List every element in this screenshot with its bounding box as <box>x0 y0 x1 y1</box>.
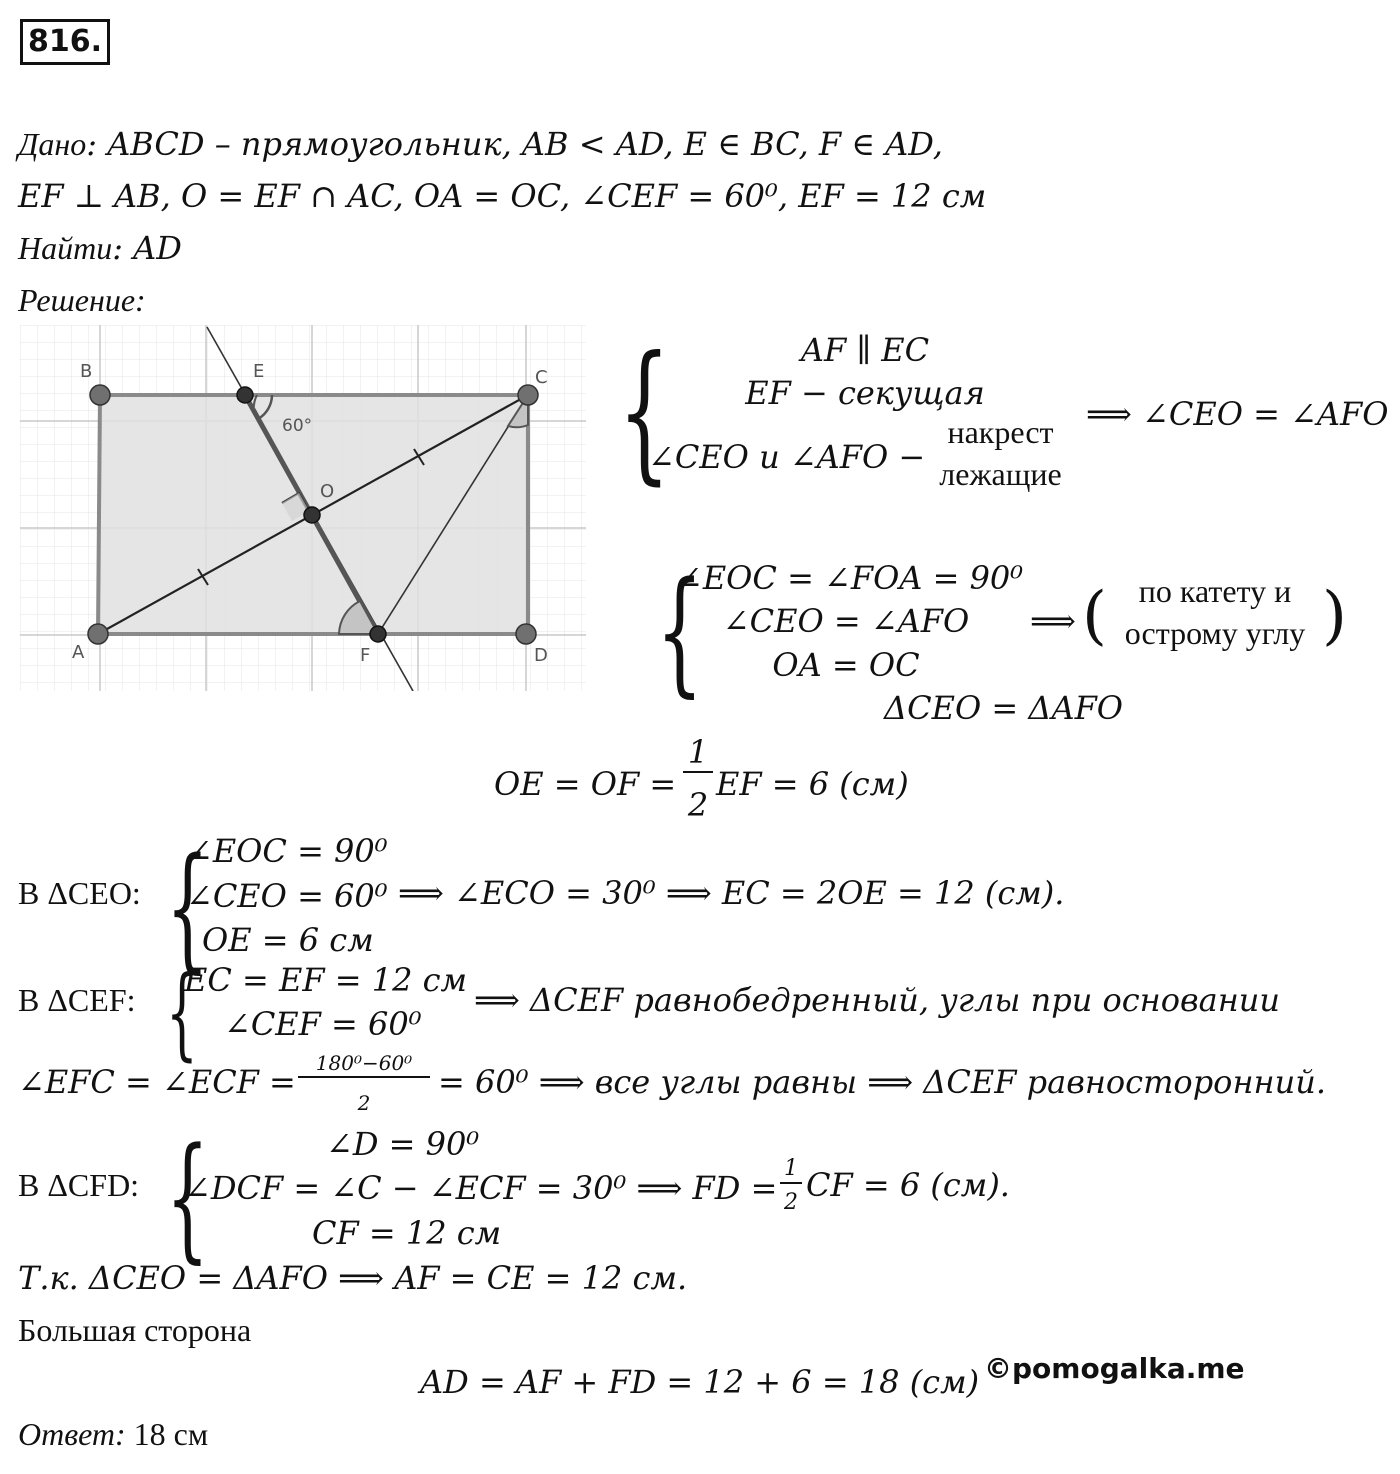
label-e: E <box>253 361 265 382</box>
point-e <box>237 387 253 403</box>
cef-line-1: EC = EF = 12 см <box>184 961 468 999</box>
system1-result: ⟹ ∠CEO = ∠AFO <box>1086 395 1389 433</box>
label-f: F <box>360 645 371 666</box>
system1-line-2 <box>650 373 1080 413</box>
tk-line <box>18 1258 687 1298</box>
answer-line <box>18 1414 208 1454</box>
system1-line-1: AF ∥ EC <box>800 331 930 369</box>
geometry-figure <box>20 325 586 691</box>
brace-system-1: { <box>618 325 671 499</box>
system2-line-1: ∠EOC = ∠FOA = 90⁰ <box>676 559 1024 597</box>
system2-reason-2: острому углу <box>1124 615 1306 651</box>
oe-frac-num: 1 <box>683 733 713 773</box>
solution-label: Решение: <box>18 282 146 318</box>
system2-reason-1: по катету и <box>1138 573 1292 609</box>
system1-line-2-text: EF − секущая <box>745 374 985 412</box>
efc-frac-num: 180⁰−60⁰ <box>298 1050 430 1078</box>
given-label: Дано <box>18 126 87 162</box>
point-d <box>516 624 536 644</box>
system2-line-3: OA = OC <box>772 646 920 684</box>
brace-ceo: { <box>166 829 209 986</box>
paren-right: ) <box>1322 579 1347 653</box>
system2-arrow: ⟹ <box>1030 602 1076 640</box>
efc-right: = 60⁰ ⟹ все углы равны ⟹ ΔCEF равносторонний. <box>438 1063 1326 1101</box>
point-o <box>304 507 320 523</box>
system1-line-3a: ∠CEO и ∠AFO − <box>648 438 926 476</box>
find-value: : AD <box>112 229 182 267</box>
point-b <box>90 385 110 405</box>
system1-line-3b: накрест <box>947 414 1054 450</box>
ceo-line-2: ∠CEO = 60⁰ <box>186 877 388 915</box>
cfd-line-1: ∠D = 90⁰ <box>326 1125 480 1163</box>
point-c <box>518 385 538 405</box>
find-line <box>18 228 182 268</box>
system2-line-2: ∠CEO = ∠AFO <box>722 602 970 640</box>
cef-prefix <box>18 980 136 1020</box>
efc-frac-den: 2 <box>357 1091 371 1115</box>
tk-line-text: Т.к. ΔCEO = ΔAFO ⟹ AF = CE = 12 см. <box>18 1259 688 1297</box>
ad-line: AD = AF + FD = 12 + 6 = 18 (см) <box>420 1363 980 1401</box>
given-line-2: EF ⊥ AB, O = EF ∩ AC, OA = OC, ∠CEF = 60⁰, EF = 12 см <box>18 177 987 215</box>
answer-value: 18 см <box>133 1416 209 1452</box>
given-line-1 <box>18 124 943 164</box>
problem-number: 816. <box>20 19 110 65</box>
ceo-line-3: OE = 6 см <box>202 921 374 959</box>
answer-label: Ответ: <box>18 1416 126 1452</box>
cfd-frac-num: 1 <box>780 1156 802 1184</box>
ceo-prefix-text: В ΔCEO: <box>18 875 141 911</box>
label-a: A <box>72 642 85 663</box>
label-b: B <box>80 361 93 382</box>
cfd-frac-den: 2 <box>784 1190 798 1215</box>
cfd-line-2-end: CF = 6 (см). <box>806 1166 1010 1204</box>
label-angle-60: 60° <box>282 416 313 436</box>
cfd-prefix <box>18 1165 139 1205</box>
brace-system-2: { <box>656 553 704 710</box>
watermark: ©pomogalka.me <box>984 1352 1245 1385</box>
cef-prefix-text: В ΔCEF: <box>18 982 136 1018</box>
system2-conclusion: ΔCEO = ΔAFO <box>884 689 1123 727</box>
oe-frac-den: 2 <box>687 786 709 824</box>
cfd-line-2: ∠DCF = ∠C − ∠ECF = 30⁰ ⟹ FD = <box>184 1169 778 1207</box>
paren-left: ( <box>1082 579 1107 653</box>
big-side-label: Большая сторона <box>18 1312 252 1348</box>
oe-right: EF = 6 (см) <box>716 765 909 803</box>
given-text-1: : ABCD – прямоугольник, AB < AD, E ∈ BC, F ∈ AD, <box>86 125 943 163</box>
point-a <box>88 624 108 644</box>
brace-cfd: { <box>166 1119 209 1276</box>
find-label: Найти <box>18 230 113 266</box>
system1-line-3c: лежащие <box>939 456 1062 492</box>
ceo-prefix <box>18 873 141 913</box>
label-o: O <box>320 481 335 502</box>
brace-cef: { <box>166 954 198 1071</box>
cfd-prefix-text: В ΔCFD: <box>18 1167 140 1203</box>
oe-left: OE = OF = <box>494 765 677 803</box>
cfd-line-3: CF = 12 см <box>312 1214 502 1252</box>
cef-result: ⟹ ΔCEF равнобедренный, углы при основании <box>474 981 1280 1019</box>
point-f <box>370 626 386 642</box>
efc-left: ∠EFC = ∠ECF = <box>18 1063 296 1101</box>
label-c: C <box>535 367 548 388</box>
label-d: D <box>534 645 548 666</box>
ceo-result: ⟹ ∠ECO = 30⁰ ⟹ EC = 2OE = 12 (см). <box>398 874 1065 912</box>
cef-line-2: ∠CEF = 60⁰ <box>224 1005 422 1043</box>
ceo-line-1: ∠EOC = 90⁰ <box>186 832 388 870</box>
